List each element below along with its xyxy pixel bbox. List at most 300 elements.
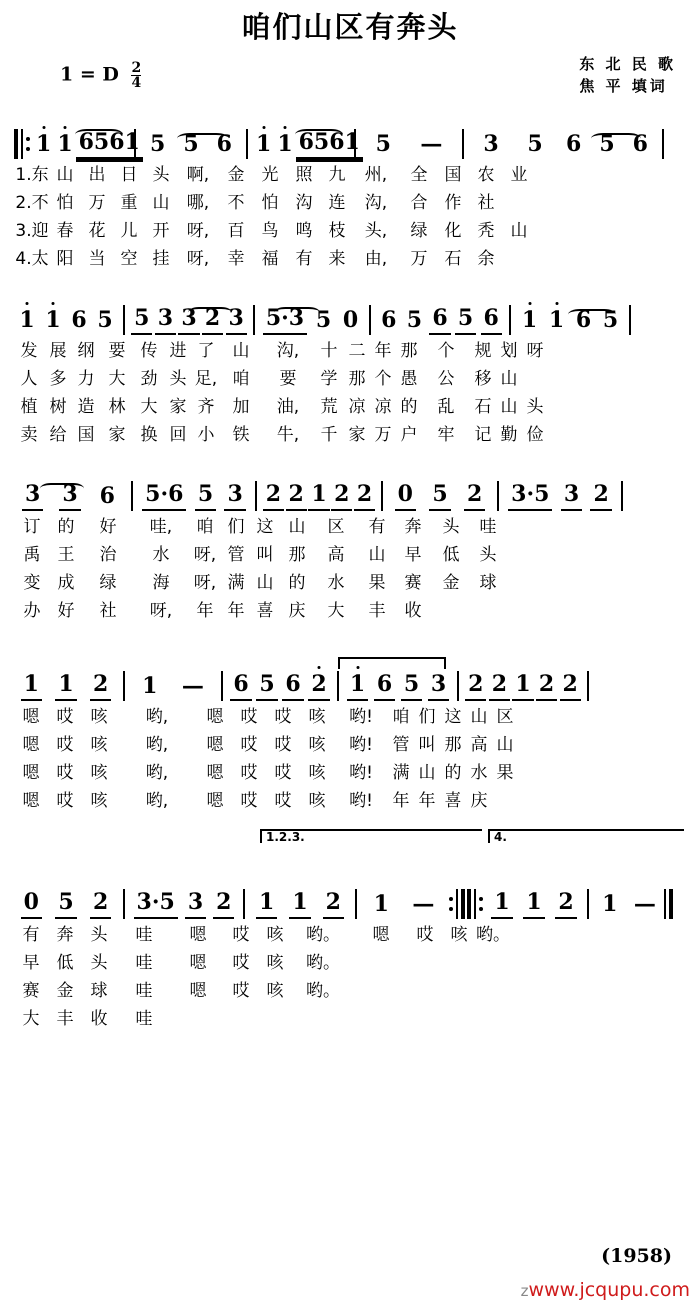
measure-2-1 xyxy=(14,306,118,335)
lyric: 金 xyxy=(56,981,74,1002)
note: 1 xyxy=(42,309,63,335)
lyric: 鸣 xyxy=(295,221,313,242)
composition-year: (1958) xyxy=(601,1245,672,1267)
watermark-text: www.jcqupu.com xyxy=(528,1279,690,1301)
lyric: 光 xyxy=(261,165,279,186)
lyric: 治 xyxy=(99,545,117,566)
lyric: 那 xyxy=(348,369,366,390)
lyric: 呀, xyxy=(186,249,210,270)
credit-line-2: 焦 平 填词 xyxy=(579,77,668,96)
measure-1-3 xyxy=(253,128,360,159)
lyric: 好 xyxy=(99,517,117,538)
lyric: 农 xyxy=(477,165,495,186)
watermark-url xyxy=(521,1279,690,1301)
note: 2 xyxy=(464,483,485,511)
lyric: 福 xyxy=(261,249,279,270)
lyric-line-4-2 xyxy=(14,729,686,757)
lyric: 那 xyxy=(444,735,462,756)
lyric-line-2-2 xyxy=(14,363,686,391)
lyric: 花 xyxy=(88,221,106,242)
note: 0 xyxy=(342,306,359,333)
lyric-line-4-3 xyxy=(14,757,686,785)
measure-5-5 xyxy=(486,888,582,919)
lyric: 卖 xyxy=(20,425,38,446)
lyric: 头 xyxy=(442,517,460,538)
note: 1 xyxy=(142,672,158,699)
lyric: 哎 xyxy=(56,707,74,728)
note: 2 xyxy=(555,891,576,919)
lyric: 愚 xyxy=(400,369,418,390)
lyric: 哟, xyxy=(145,735,169,756)
lyric-line-2-4 xyxy=(14,419,686,447)
measure-3-2 xyxy=(138,480,250,511)
lyric: 怕 xyxy=(56,193,74,214)
note: 6 xyxy=(481,307,502,335)
lyric: 劲 xyxy=(140,369,158,390)
lyric: 绿 xyxy=(410,221,428,242)
measure-1-1 xyxy=(33,128,140,159)
note: 1 xyxy=(289,891,310,919)
lyric: 咳 xyxy=(90,735,108,756)
lyric-line-5-4 xyxy=(14,1003,686,1031)
lyric: 那 xyxy=(288,545,306,566)
lyric: 哟。 xyxy=(306,953,340,974)
lyric: 齐 xyxy=(197,397,215,418)
lyric: 乱 xyxy=(437,397,455,418)
note: 3 xyxy=(224,483,245,511)
lyric: 收 xyxy=(90,1009,108,1030)
lyric: 挂 xyxy=(152,249,170,270)
lyric: 沟 xyxy=(295,193,313,214)
time-signature xyxy=(131,61,141,90)
measure-2-5 xyxy=(516,306,624,335)
lyric: 们 xyxy=(418,707,436,728)
lyric: 哇 xyxy=(135,981,153,1002)
volta-label: 1.2.3. xyxy=(266,829,305,844)
lyric: 早 xyxy=(404,545,422,566)
measure-5-6 xyxy=(594,890,664,919)
lyric: 哟。 xyxy=(306,925,340,946)
note: 0 xyxy=(21,891,42,919)
lyric: 嗯 xyxy=(206,763,224,784)
lyric: 庆 xyxy=(288,601,306,622)
lyric-line-1-3 xyxy=(14,215,686,243)
note: 0 xyxy=(395,483,416,511)
lyric: 石 xyxy=(474,397,492,418)
lyric: 发 xyxy=(20,341,38,362)
lyric: 收 xyxy=(404,601,422,622)
lyric: 规 xyxy=(474,341,492,362)
lyric: 1.东 xyxy=(15,165,49,186)
lyric: 足, xyxy=(194,369,218,390)
lyric: 2.不 xyxy=(15,193,49,214)
lyric: 不 xyxy=(227,193,245,214)
lyric: 禹 xyxy=(23,545,41,566)
music-system-1 xyxy=(14,107,686,271)
lyric: 海 xyxy=(152,573,170,594)
lyric: 千 xyxy=(320,425,338,446)
measure-1-2 xyxy=(141,130,241,159)
lyric: 加 xyxy=(232,397,250,418)
note: 5 xyxy=(195,483,216,511)
lyric: 水 xyxy=(152,545,170,566)
note: 3 xyxy=(22,483,43,511)
lyric: 哟。 xyxy=(306,981,340,1002)
page-title: 咱们山区有奔头 xyxy=(241,10,459,44)
lyric: 牢 xyxy=(437,425,455,446)
lyric: 管 xyxy=(392,735,410,756)
lyric: 要 xyxy=(108,341,126,362)
lyric: 国 xyxy=(77,425,95,446)
lyric: 全 xyxy=(410,165,428,186)
note: 1 xyxy=(308,483,329,511)
lyric: 4.太 xyxy=(15,249,49,270)
lyric: 早 xyxy=(22,953,40,974)
lyric: 个 xyxy=(374,369,392,390)
measure-2-3 xyxy=(260,304,364,335)
lyric: 年 xyxy=(196,601,214,622)
lyric: 万 xyxy=(410,249,428,270)
lyric: 油, xyxy=(276,397,300,418)
lyric: 哟, xyxy=(145,791,169,812)
notes-row-1 xyxy=(14,121,686,159)
note: 5 xyxy=(315,306,332,333)
watermark-prefix: z xyxy=(520,1282,529,1300)
lyric: 哟! xyxy=(349,763,373,784)
lyric: 林 xyxy=(108,397,126,418)
lyric: 咱 xyxy=(392,707,410,728)
note: 3 xyxy=(561,483,582,511)
lyric: 哎 xyxy=(240,763,258,784)
note: 2 xyxy=(560,673,581,701)
measure-5-3 xyxy=(250,888,350,919)
lyric: 头 xyxy=(526,397,544,418)
lyric: 水 xyxy=(470,763,488,784)
lyric: 哇 xyxy=(135,925,153,946)
lyric: 咱 xyxy=(232,369,250,390)
note: 1 xyxy=(373,890,389,917)
lyric: 纲 xyxy=(77,341,95,362)
lyric: 头 xyxy=(169,369,187,390)
lyric: 哎 xyxy=(240,735,258,756)
lyric: 俭 xyxy=(526,425,544,446)
lyric: 嗯 xyxy=(22,707,40,728)
note: 3 xyxy=(483,130,499,157)
note: 1 xyxy=(546,309,567,335)
note: 1 xyxy=(54,133,75,159)
lyric: 订 xyxy=(23,517,41,538)
lyric: 山 xyxy=(496,735,514,756)
lyric: 大 xyxy=(327,601,345,622)
lyric: 小 xyxy=(197,425,215,446)
lyric: 换 xyxy=(140,425,158,446)
lyric: 叫 xyxy=(418,735,436,756)
lyric: 丰 xyxy=(56,1009,74,1030)
notes-row-4 xyxy=(14,663,686,701)
lyric-line-2-3 xyxy=(14,391,686,419)
note: — xyxy=(420,130,443,157)
measure-4-2 xyxy=(130,672,216,701)
lyric: 多 xyxy=(49,369,67,390)
lyric: 社 xyxy=(477,193,495,214)
note: 5 xyxy=(406,306,423,333)
final-barline xyxy=(664,889,673,919)
lyric: 头 xyxy=(90,925,108,946)
note: 5 xyxy=(602,306,619,333)
lyric: 年 xyxy=(227,601,245,622)
note: 6 xyxy=(99,482,115,509)
lyric: 哇 xyxy=(135,1009,153,1030)
lyric: 作 xyxy=(444,193,462,214)
lyric: 咳 xyxy=(308,791,326,812)
lyric: 哎 xyxy=(274,763,292,784)
lyric: 山 xyxy=(500,369,518,390)
lyric: 荒 xyxy=(320,397,338,418)
note: 5 xyxy=(401,673,422,701)
note: 5 xyxy=(183,130,199,157)
lyric: 咱 xyxy=(196,517,214,538)
lyric: 成 xyxy=(57,573,75,594)
lyric: 户 xyxy=(400,425,418,446)
lyric: 万 xyxy=(88,193,106,214)
note: 3 xyxy=(185,891,206,919)
lyric: 空 xyxy=(120,249,138,270)
lyric: 山 xyxy=(256,573,274,594)
note: 6 xyxy=(230,673,251,701)
measure-2-4 xyxy=(376,304,504,335)
lyric: 啊, xyxy=(186,165,210,186)
lyric: 牛, xyxy=(276,425,300,446)
lyric: 头 xyxy=(90,953,108,974)
measure-5-1 xyxy=(14,888,118,919)
lyric: 哟, xyxy=(145,763,169,784)
measure-1-5 xyxy=(469,130,557,159)
music-system-2 xyxy=(14,271,686,447)
lyric: 要 xyxy=(279,369,297,390)
lyric: 哪, xyxy=(186,193,210,214)
lyric: 记 xyxy=(474,425,492,446)
lyric: 哎 xyxy=(274,791,292,812)
volta-bracket-1 xyxy=(260,829,482,843)
lyric: 赛 xyxy=(404,573,422,594)
note: 6 xyxy=(575,306,592,333)
measure-2-2 xyxy=(130,304,248,335)
lyric: 嗯 xyxy=(206,735,224,756)
note: 1 xyxy=(21,673,42,701)
lyric: 进 xyxy=(169,341,187,362)
lyric-line-2-1 xyxy=(14,335,686,363)
lyric: 阳 xyxy=(56,249,74,270)
measure-3-3 xyxy=(262,480,376,511)
lyric: 呀, xyxy=(186,221,210,242)
lyric-line-1-4 xyxy=(14,243,686,271)
lyric-line-4-1 xyxy=(14,701,686,729)
note: 6 xyxy=(566,130,582,157)
lyric: 大 xyxy=(22,1009,40,1030)
lyric: 哇 xyxy=(479,517,497,538)
note: 2 xyxy=(308,673,329,701)
lyric: 秃 xyxy=(477,221,495,242)
note: 6 xyxy=(282,673,303,701)
lyric: 果 xyxy=(496,763,514,784)
note: 2 xyxy=(331,483,352,511)
lyric: 铁 xyxy=(232,425,250,446)
measure-3-1 xyxy=(14,480,126,511)
measure-5-2 xyxy=(130,888,238,919)
lyric: 嗯 xyxy=(22,763,40,784)
lyric: 区 xyxy=(327,517,345,538)
lyric-line-1-2 xyxy=(14,187,686,215)
lyric: 这 xyxy=(444,707,462,728)
lyric: 咳 xyxy=(90,707,108,728)
lyric-line-5-1 xyxy=(14,919,686,947)
lyric: 球 xyxy=(90,981,108,1002)
lyric: 有 xyxy=(22,925,40,946)
note: 3·5 xyxy=(508,483,552,511)
lyric: 呀, xyxy=(149,601,173,622)
lyric: 哎 xyxy=(240,707,258,728)
note: 6 xyxy=(632,130,648,157)
volta-label: 4. xyxy=(494,829,507,844)
lyric: 咳 xyxy=(450,925,468,946)
lyric: 大 xyxy=(140,397,158,418)
note: 6561 xyxy=(76,131,143,159)
lyric: 哎 xyxy=(274,707,292,728)
note: 2 xyxy=(263,483,284,511)
lyric: 哎 xyxy=(232,925,250,946)
lyric-line-1-1 xyxy=(14,159,686,187)
lyric: 哎 xyxy=(232,953,250,974)
lyric: 头 xyxy=(152,165,170,186)
lyric: 们 xyxy=(227,517,245,538)
lyric: 植 xyxy=(20,397,38,418)
lyric: 咳 xyxy=(308,763,326,784)
note: 2 xyxy=(489,673,510,701)
lyric: 开 xyxy=(152,221,170,242)
lyric: 儿 xyxy=(120,221,138,242)
lyric: 山 xyxy=(368,545,386,566)
lyric: 回 xyxy=(169,425,187,446)
lyric: 咳 xyxy=(90,763,108,784)
lyric: 来 xyxy=(328,249,346,270)
lyric: 山 xyxy=(418,763,436,784)
lyric: 3.迎 xyxy=(15,221,49,242)
measure-4-3 xyxy=(228,670,332,701)
lyric-line-3-1 xyxy=(14,511,686,539)
lyric: 管 xyxy=(227,545,245,566)
note: — xyxy=(633,890,656,917)
lyric: 嗯 xyxy=(206,707,224,728)
lyric: 出 xyxy=(88,165,106,186)
volta-bracket-2 xyxy=(488,829,684,843)
lyric: 凉 xyxy=(374,397,392,418)
note: 1 xyxy=(256,891,277,919)
note: 2 xyxy=(465,673,486,701)
lyric: 年 xyxy=(392,791,410,812)
lyric: 移 xyxy=(474,369,492,390)
lyric: 由, xyxy=(364,249,388,270)
lyric: 咳 xyxy=(308,707,326,728)
lyric: 金 xyxy=(227,165,245,186)
lyric-line-3-2 xyxy=(14,539,686,567)
note: 5 xyxy=(429,483,450,511)
lyric-line-3-4 xyxy=(14,595,686,623)
note: 3 xyxy=(155,307,176,335)
lyric: 嗯 xyxy=(22,791,40,812)
measure-4-1 xyxy=(14,670,118,701)
lyric: 哟! xyxy=(349,791,373,812)
music-system-3 xyxy=(14,447,686,623)
lyric: 幸 xyxy=(227,249,245,270)
measure-3-5 xyxy=(504,480,616,511)
credit-line-1: 东 北 民 歌 xyxy=(579,54,676,73)
note: 5 xyxy=(256,673,277,701)
lyric: 哎 xyxy=(56,735,74,756)
lyric: 好 xyxy=(57,601,75,622)
lyric: 水 xyxy=(327,573,345,594)
lyric: 给 xyxy=(49,425,67,446)
lyric: 造 xyxy=(77,397,95,418)
note: 2 xyxy=(90,673,111,701)
lyric: 合 xyxy=(410,193,428,214)
lyric: 哟。 xyxy=(476,925,510,946)
lyric: 展 xyxy=(49,341,67,362)
lyric: 春 xyxy=(56,221,74,242)
lyric: 划 xyxy=(500,341,518,362)
note: 5 xyxy=(55,891,76,919)
lyric: 呀, xyxy=(193,573,217,594)
lyric: 满 xyxy=(227,573,245,594)
lyric: 凉 xyxy=(348,397,366,418)
note: 5 xyxy=(131,307,152,335)
note: 1 xyxy=(55,673,76,701)
lyric-line-5-2 xyxy=(14,947,686,975)
lyric: 奔 xyxy=(404,517,422,538)
lyric: 连 xyxy=(328,193,346,214)
lyric: 低 xyxy=(56,953,74,974)
lyric: 了 xyxy=(197,341,215,362)
lyric: 家 xyxy=(348,425,366,446)
lyric: 的 xyxy=(444,763,462,784)
lyric: 金 xyxy=(442,573,460,594)
lyric: 州, xyxy=(364,165,388,186)
note: 2 xyxy=(536,673,557,701)
lyric: 哟! xyxy=(349,707,373,728)
lyric: 山 xyxy=(232,341,250,362)
lyric: 球 xyxy=(479,573,497,594)
lyric: 果 xyxy=(368,573,386,594)
lyric: 区 xyxy=(496,707,514,728)
note: 2 xyxy=(590,483,611,511)
lyric: 山 xyxy=(288,517,306,538)
note: 6 xyxy=(71,306,87,333)
note: 1 xyxy=(519,309,540,335)
lyric: 的 xyxy=(288,573,306,594)
lyric: 业 xyxy=(510,165,528,186)
lyric: 赛 xyxy=(22,981,40,1002)
lyric: 哎 xyxy=(240,791,258,812)
note: 1 xyxy=(523,891,544,919)
lyric: 当 xyxy=(88,249,106,270)
note: 1 xyxy=(16,309,37,335)
repeat-open-sign xyxy=(14,129,33,159)
lyric: 家 xyxy=(108,425,126,446)
lyric: 山 xyxy=(510,221,528,242)
lyric: 庆 xyxy=(470,791,488,812)
note: 3 xyxy=(226,307,247,335)
time-signature-denominator: 4 xyxy=(131,74,142,91)
lyric: 九 xyxy=(328,165,346,186)
